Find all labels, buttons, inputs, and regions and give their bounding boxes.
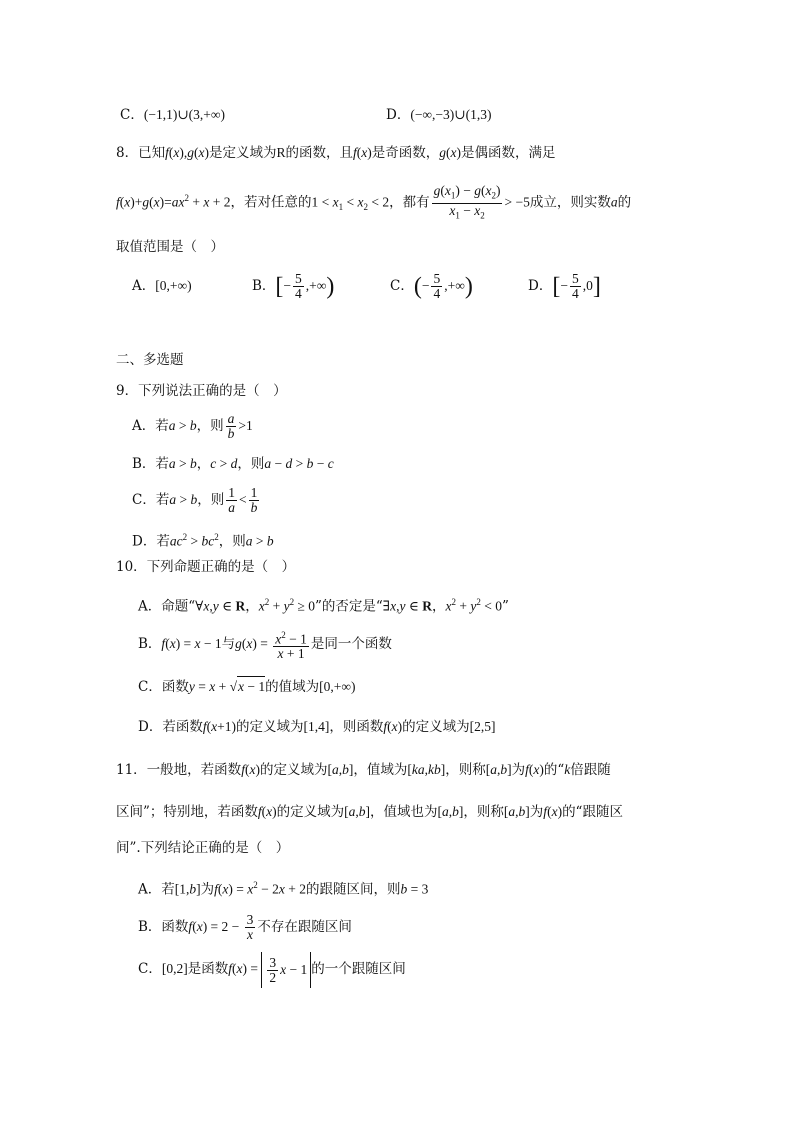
q8-option-a: A．[0,+∞): [132, 278, 192, 294]
q10-stem: 10．下列命题正确的是（ ）: [116, 559, 296, 575]
q10-option-b: B．f(x) = x − 1与g(x) = $\frac{x^2 - 1}{x + 1}$ 是同一个函数: [138, 629, 392, 662]
q9-option-b: B．若a > b，c > d，则a − d > b − c: [132, 456, 334, 472]
q7-option-d: D．(−∞,−3)∪(1,3): [386, 107, 492, 123]
q11-option-a: A．若[1,b]为$f(x) = x^2 - 2x + 2$的跟随区间，则b = 3: [138, 880, 429, 898]
q11-stem-line1: 11．一般地，若函数f(x)的定义域为[a,b]，值域为[ka,kb]，则称[a,b]为f(x)的“k倍跟随: [116, 762, 611, 778]
q11-option-c: C．[0,2]是函数f(x) = $\frac{3}{2}$ x − 1 的一个跟随区间: [138, 951, 406, 988]
section-title: 二、多选题: [116, 352, 184, 368]
q10-option-a: A．命题“∀x,y ∈ R，$x^2 + y^2 \ge 0$”的否定是“∃x,y ∈ R，$x^2 + y^2 < 0$”: [138, 597, 509, 615]
q8-option-b: B．[− $\frac{5}{4}$ ,+∞): [252, 271, 335, 301]
q10-option-d: D．若函数f(x+1)的定义域为[1,4]，则函数f(x)的定义域为[2,5]: [138, 719, 496, 735]
q11-stem-line3: 间”.下列结论正确的是（ ）: [116, 840, 290, 856]
q7-option-c: C．(−1,1)∪(3,+∞): [120, 107, 225, 123]
q9-option-d: D．若$ac^2 > bc^2$，则a > b: [132, 532, 274, 550]
q11-option-b: B．函数f(x) = 2 − $\frac{3}{x}$ 不存在跟随区间: [138, 912, 352, 942]
q9-option-a: A．若a > b，则 $\frac{a}{b}$ >1: [132, 411, 253, 441]
q8-stem-line2: $f(x)+g(x)=ax^2 + x + 2$，若对任意的$1 < x_1 < x_2 < 2$，都有 $\frac{g(x_1) - g(x_2)}{x_1 - x_2}$ > −5成立，则实数a的: [116, 182, 632, 221]
q8-option-c: C．(− $\frac{5}{4}$ ,+∞): [390, 271, 473, 301]
q10-option-c: C．函数y = x + √x − 1的值域为[0,+∞): [138, 676, 355, 697]
q9-stem: 9．下列说法正确的是（ ）: [116, 383, 287, 399]
q8-stem-line1: 8．已知f(x),g(x)是定义域为R的函数，且f(x)是奇函数，g(x)是偶函数，满足: [116, 145, 556, 161]
difference-quotient-fraction: $\frac{g(x_1) - g(x_2)}{x_1 - x_2}$: [433, 182, 501, 221]
q8-option-d: D．[− $\frac{5}{4}$ ,0]: [528, 271, 601, 301]
q8-stem-line3: 取值范围是（ ）: [116, 239, 224, 255]
q9-option-c: C．若a > b，则 $\frac{1}{a}$ < $\frac{1}{b}$: [132, 485, 258, 515]
q11-stem-line2: 区间”；特别地，若函数f(x)的定义域为[a,b]，值域也为[a,b]，则称[a,b]为f(x)的“跟随区: [116, 804, 623, 820]
